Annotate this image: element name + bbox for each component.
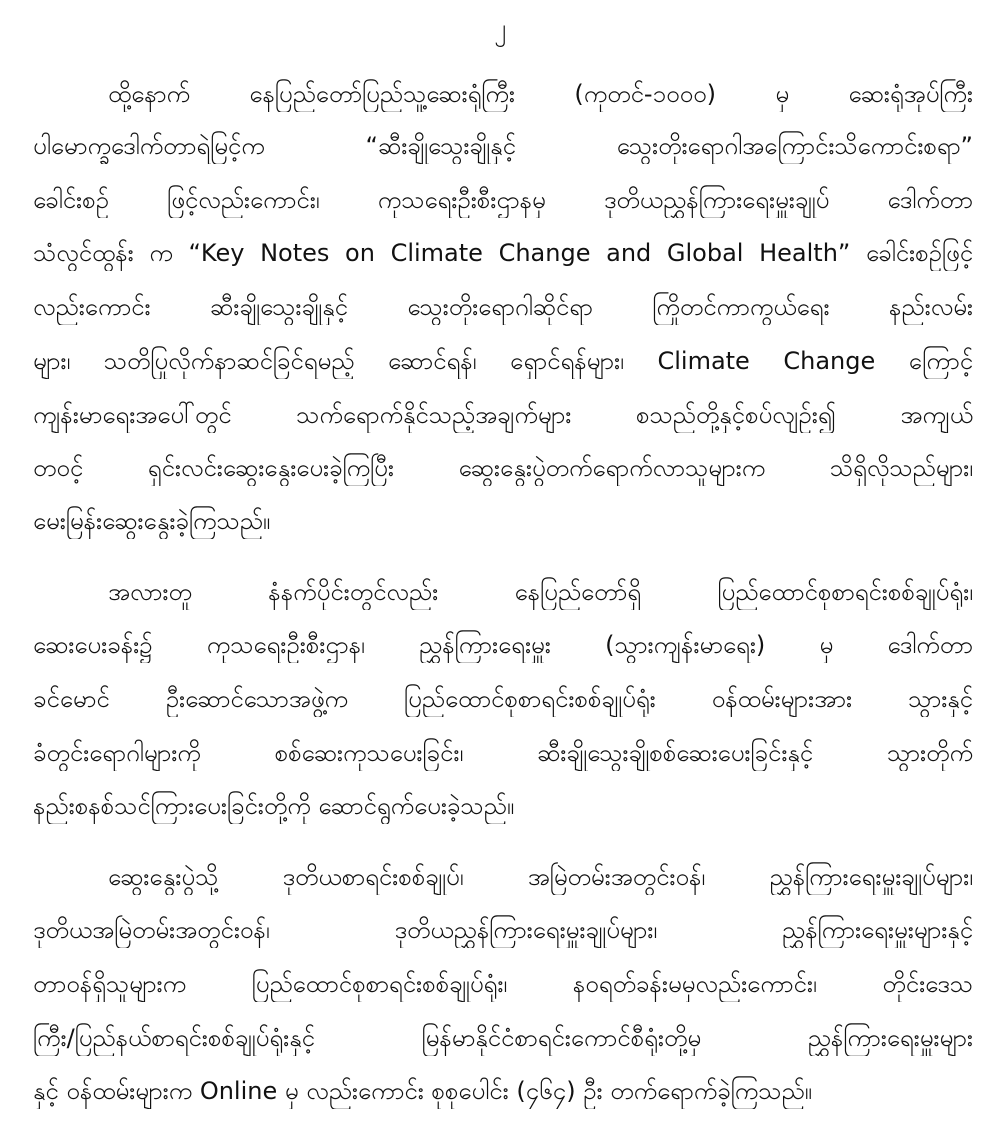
text-line: ကြီး/ပြည်နယ်စာရင်းစစ်ချုပ်ရုံးနှင့် မြန်မာနိုင်ငံစာရင်းကောင်စီရုံးတို့မှ ညွှန်ကြားရေးမှူးများ — [33, 1024, 973, 1052]
text-line: ခင်မောင် ဦးဆောင်သောအဖွဲ့က ပြည်ထောင်စုစာရင်းစစ်ချုပ်ရုံး ဝန်ထမ်းများအား သွားနှင့် — [33, 685, 973, 713]
text-line: လည်းကောင်း ဆီးချိုသွေးချိုနှင့် သွေးတိုးရောဂါဆိုင်ရာ ကြိုတင်ကာကွယ်ရေး နည်းလမ်း — [33, 293, 973, 321]
page-number: ၂ — [494, 14, 506, 42]
text-line: နည်းစနစ်သင်ကြားပေးခြင်းတို့ကို ဆောင်ရွက်ပေးခဲ့သည်။ — [33, 792, 515, 820]
text-line: ဒုတိယအမြဲတမ်းအတွင်းဝန်၊ ဒုတိယညွှန်ကြားရေးမှူးချုပ်များ၊ ညွှန်ကြားရေးမှူးများနှင့် — [33, 916, 973, 944]
text-line: တာဝန်ရှိသူများက ပြည်ထောင်စုစာရင်းစစ်ချုပ်ရုံး၊ နဝရတ်ခန်းမမှလည်းကောင်း၊ တိုင်းဒေသ — [33, 970, 973, 998]
text-line: တဝင့် ရှင်းလင်းဆွေးနွေးပေးခဲ့ကြပြီး ဆွေးနွေးပွဲတက်ရောက်လာသူများက သိရှိလိုသည်များ၊ — [33, 454, 973, 482]
text-line: ပါမောက္ခဒေါက်တာရဲမြင့်က “ဆီးချိုသွေးချိုနှင့် သွေးတိုးရောဂါအကြောင်းသိကောင်းစရာ” — [33, 132, 973, 160]
text-line: ကျန်းမာရေးအပေါ်တွင် သက်ရောက်နိုင်သည့်အချက်များ စသည်တို့နှင့်စပ်လျဉ်း၍ အကျယ် — [33, 401, 973, 429]
text-line: နှင့် ဝန်ထမ်းများက Online မှ လည်းကောင်း စုစုပေါင်း (၄၆၄) ဦး တက်ရောက်ခဲ့ကြသည်။ — [33, 1077, 812, 1105]
text-line: ခံတွင်းရောဂါများကို စစ်ဆေးကုသပေးခြင်း၊ ဆီးချိုသွေးချိုစစ်ဆေးပေးခြင်းနှင့် သွားတိုက် — [33, 739, 973, 767]
text-line: သံလွင်ထွန်း က “Key Notes on Climate Change and Global Health” ခေါင်းစဉ်ဖြင့် — [33, 239, 973, 267]
text-line: မေးမြန်းဆွေးနွေးခဲ့ကြသည်။ — [33, 507, 271, 535]
text-line: ခေါင်းစဉ် ဖြင့်လည်းကောင်း၊ ကုသရေးဦးစီးဌာနမှ ဒုတိယညွှန်ကြားရေးမှူးချုပ် ဒေါက်တာ — [33, 186, 973, 214]
text-line: များ၊ သတိပြုလိုက်နာဆင်ခြင်ရမည့် ဆောင်ရန်၊ ရှောင်ရန်များ၊ Climate Change ကြောင့် — [33, 347, 973, 375]
text-line: ဆွေးနွေးပွဲသို့ ဒုတိယစာရင်းစစ်ချုပ်၊ အမြဲတမ်းအတွင်းဝန်၊ ညွှန်ကြားရေးမှူးချုပ်များ၊ — [108, 863, 973, 891]
text-line: ထို့နောက် နေပြည်တော်ပြည်သူ့ဆေးရုံကြီး (ကုတင်-၁၀၀၀) မှ ဆေးရုံအုပ်ကြီး — [108, 80, 973, 108]
text-line: ဆေးပေးခန်း၌ ကုသရေးဦးစီးဌာန၊ ညွှန်ကြားရေးမှူး (သွားကျန်းမာရေး) မှ ဒေါက်တာ — [33, 631, 973, 659]
text-line: အလားတူ နံနက်ပိုင်းတွင်လည်း နေပြည်တော်ရှိ ပြည်ထောင်စုစာရင်းစစ်ချုပ်ရုံး၊ — [108, 578, 973, 606]
